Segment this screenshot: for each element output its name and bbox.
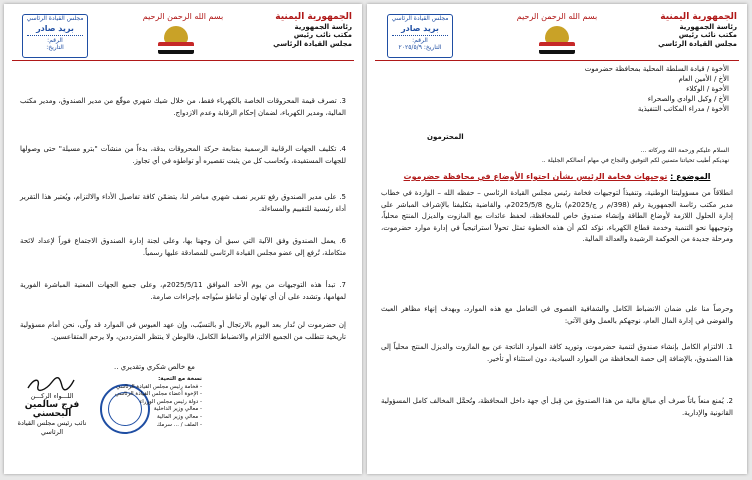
respect-label: المحترمون: [427, 133, 464, 141]
document-page-2: [4, 4, 362, 474]
presidency-name: رئاسة الجمهورية: [679, 22, 737, 31]
directive-item-2: 2. يُمنع منعاً باتاً صرف أي مبالغ مالية من هذا الصندوق من قِبل أي جهة داخل المحافظة، وتُحمَّل المخالف كامل المسؤولية القانونية والإدارية.: [381, 397, 733, 417]
header-divider: [12, 60, 354, 61]
council-name: مجلس القيادة الرئاسي: [658, 39, 737, 48]
copy-recipient: - معالي وزير المالية: [157, 413, 202, 420]
stamp-title: بريد صادر: [36, 23, 74, 33]
signature-block: [10, 392, 94, 437]
intro-line: نهديكم أطيب تحياتنا متمنين لكم التوفيق والنجاح في مهام أعمالكم الجليلة ..: [541, 157, 729, 164]
addressee: الأخ / وكيل الوادي والصحراء: [647, 95, 729, 103]
addressee: الأخوة / الوكلاء: [686, 85, 729, 93]
copy-recipient: - معالي وزير الداخلية: [153, 406, 202, 413]
closing-paragraph: إن حضرموت لن تُدار بعد اليوم بالارتجال أو بالتسيّب، وإن عهد العبوس في الموارد قد ولّى، نحن أمام مسؤولية تاريخية تتطلب من الجميع الالتزام والانضباط الكامل، فالوطن لا ينتظر المترددين، ولا يرحم المتقاعسين.: [20, 321, 346, 341]
stamp-date: التاريخ: ٢٠٢٥/٥/٩: [398, 44, 442, 51]
republic-name: الجمهورية اليمنية: [275, 12, 352, 22]
regards-line: مع خالص شكري وتقديري ..: [114, 363, 195, 371]
document-page-1: [367, 4, 747, 474]
copy-recipient: - فخامة رئيس مجلس القيادة الرئاسي: [116, 383, 202, 390]
addressee: الأخ / الأمين العام: [678, 75, 729, 83]
signer-name: فرج سالمين البحسني: [24, 400, 80, 419]
outgoing-mail-stamp: [387, 14, 453, 58]
stamp-council: مجلس القيادة الرئاسي: [391, 15, 449, 22]
signer-rank: اللـــواء الركـــن: [30, 392, 74, 400]
office-name: مكتب نائب رئيس: [678, 31, 737, 40]
greeting: السلام عليكم ورحمة الله وبركاته ...: [640, 147, 729, 154]
republic-name: الجمهورية اليمنية: [660, 12, 737, 22]
directive-item-6: 6. يعمل الصندوق وفق الآلية التي سبق أن وجهنا بها، وعلى لجنة إدارة الصندوق الاجتماع فوراً لإعداد لائحة متكاملة، تُرفع إلى عضو مجلس القيادة الرئاسي للمصادقة عليها رسمياً.: [20, 237, 346, 257]
presidency-name: رئاسة الجمهورية: [294, 22, 352, 31]
addressee: الأخوة / مدراء المكاتب التنفيذية: [637, 105, 729, 113]
letterhead-text: [273, 12, 352, 48]
stamp-number-label: الرقم:: [412, 36, 428, 44]
subject-label: الموضوع :: [670, 172, 711, 181]
addressee-list: [585, 64, 729, 114]
basmala: بسم الله الرحمن الرحيم: [142, 12, 224, 21]
stamp-title: بريد صادر: [401, 23, 439, 33]
directive-item-7: 7. تبدأ هذه التوجيهات من يوم الأحد الموافق 2025/5/11م، وعلى جميع الجهات المعنية المباشرة الفورية لمهامها، وتشدد على أن أي تهاون أو تباطؤ سيُواجه بإجراءات صارمة.: [20, 281, 346, 301]
basmala: بسم الله الرحمن الرحيم: [516, 12, 598, 21]
subject-text: توجيهات فخامة الرئيس بشأن احتواء الأوضاع في محافظة حضرموت: [403, 172, 668, 181]
copy-recipient: - دولة رئيس مجلس الوزراء: [139, 398, 202, 405]
directive-item-1: 1. الالتزام الكامل بإنشاء صندوق لتنمية حضرموت، وتوريد كافة الموارد الناتجة عن بيع المازوت والديزل المنتج محلياً إلى هذا الصندوق، بالإضافة إلى حصة المحافظة من الموارد السيادية، دون استثناء أو تأخير.: [381, 343, 733, 363]
copies-heading: نسخة مع التحية:: [158, 376, 202, 382]
yemen-emblem-icon: [539, 26, 575, 56]
addressee: الأخوة / قيادة السلطة المحلية بمحافظة حضرموت: [584, 65, 729, 73]
yemen-emblem-icon: [158, 26, 194, 56]
subject-line: [379, 172, 735, 181]
copy-recipient: - الملف / ... سرمك: [156, 421, 202, 428]
signer-title: نائب رئيس مجلس القيادة الرئاسي: [17, 419, 87, 436]
paragraph-2: وحرصاً منا على ضمان الانضباط الكامل والشفافية القصوى في التعامل مع هذه الموارد، وبهدف إنهاء مظاهر العبث والفوضى في إدارة المال العام، نوجهكم بالعمل وفق الآتي:: [381, 305, 733, 325]
directive-item-3: 3. تصرف قيمة المحروقات الخاصة بالكهرباء فقط، من خلال شيك شهري موقّع من مدير الصندوق، ومدير مكتب المالية، ومدير الكهرباء، لضمان إحكام الرقابة وعدم الازدواج.: [20, 97, 346, 117]
paragraph-1: انطلاقاً من مسؤوليتنا الوطنية، وتنفيذاً لتوجيهات فخامة رئيس مجلس القيادة الرئاسي – حفظه الله – الواردة في خطاب مدير مكتب رئاسة الجمهورية رقم (398/م ر ج/2025م) بتاريخ 2025/5/8م، والقاضية بتكليفنا بالإشراف المباشر على إدارة الحلول اللازمة لأوضاع الطاقة وإنشاء صندوق خاص للمحافظة، لحفظ عائدات بيع المازوت والديزل المنتج محلياً، وتوجيهها نحو التنمية وخدمة قطاع الكهرباء، نؤكد لكم أن هذه الخطوة تمثل تحولاً استراتيجياً في إدارة موارد حضرموت، ومرحلة جديدة من الحوكمة الرشيدة والعدالة المالية.: [381, 189, 733, 243]
signature-icon: [26, 376, 76, 392]
copy-recipient: - الإخوة أعضاء مجلس القيادة الرئاسي: [115, 391, 202, 398]
header-divider: [375, 60, 739, 61]
office-name: مكتب نائب رئيس: [293, 31, 352, 40]
outgoing-mail-stamp: [22, 14, 88, 58]
stamp-date-label: التاريخ:: [46, 44, 64, 51]
stamp-council: مجلس القيادة الرئاسي: [26, 15, 84, 22]
letterhead-text: [658, 12, 737, 48]
copies-list: [115, 376, 202, 429]
directive-item-4: 4. تكليف الجهات الرقابية الرسمية بمتابعة حركة المحروقات بدقة، بدءاً من منشآت "بترو مسيلة" حتى وصولها للجهات المستفيدة، وتُحاسب كل من يثبت تقصيره أو تواطؤه في أي تجاوز.: [20, 145, 346, 165]
council-name: مجلس القيادة الرئاسي: [273, 39, 352, 48]
stamp-number-label: الرقم:: [47, 36, 63, 44]
directive-item-5: 5. على مدير الصندوق رفع تقرير نصف شهري مباشر لنا، يتضمّن كافة تفاصيل الأداء والالتزام، ويُعتبر هذا التقرير أداة رئيسية للتقييم والمساءلة.: [20, 193, 346, 213]
